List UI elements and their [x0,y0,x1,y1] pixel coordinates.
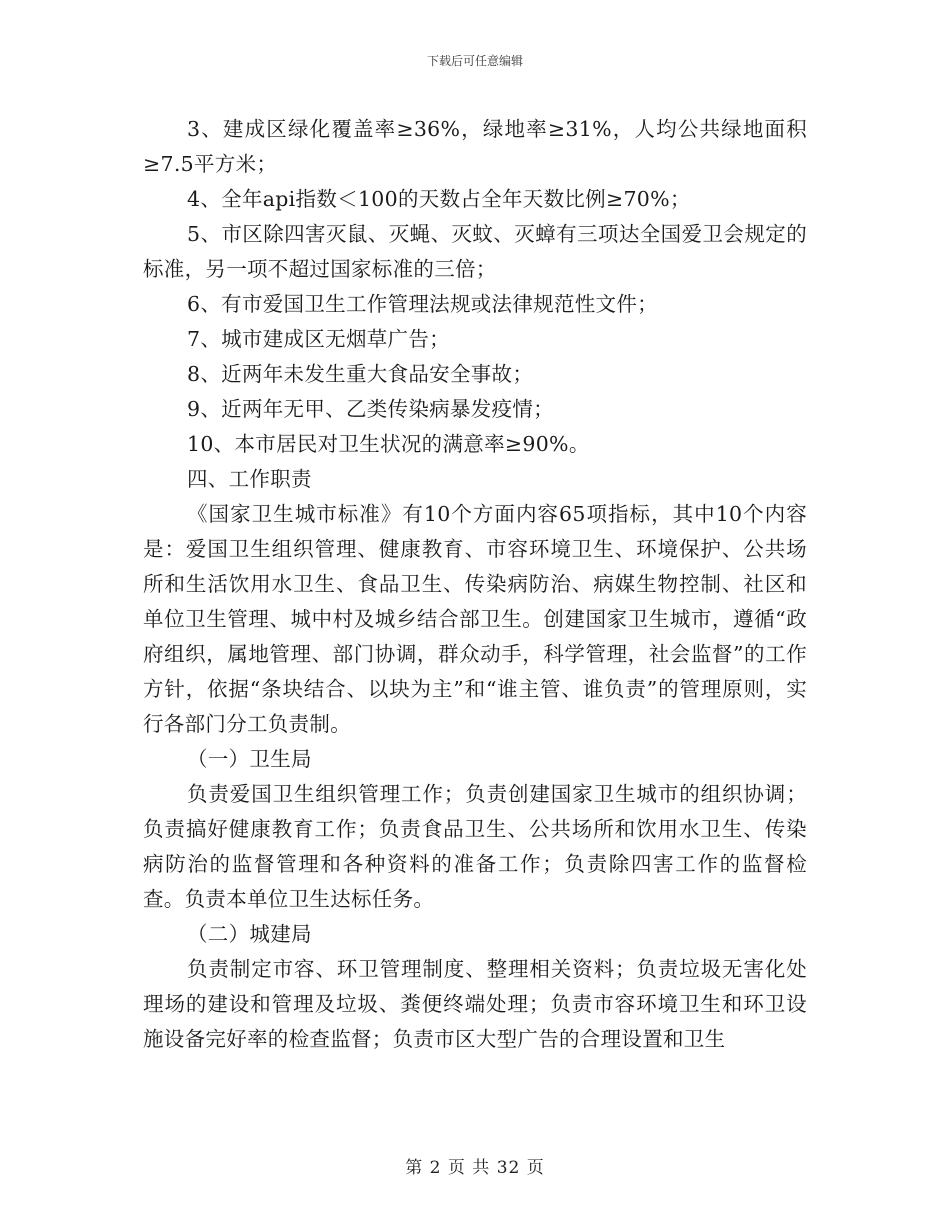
paragraph-item-4: 4、全年api指数＜100的天数占全年天数比例≥70%； [187,187,691,211]
paragraph-item-5: 5、市区除四害灭鼠、灭蝇、灭蚊、灭蟑有三项达全国爱卫会规定的标准，另一项不超过国家标准的三倍； [143,222,807,281]
paragraph-item-9: 9、近两年无甲、乙类传染病暴发疫情； [187,397,554,421]
subsection-heading-health-bureau: （一）卫生局 [187,747,312,771]
paragraph-construction-bureau-duties: 负责制定市容、环卫管理制度、整理相关资料；负责垃圾无害化处理场的建设和管理及垃圾、粪便终端处理；负责市容环境卫生和环卫设施设备完好率的检查监督；负责市区大型广告的合理设置和卫生 [143,957,807,1051]
paragraph-item-10: 10、本市居民对卫生状况的满意率≥90%。 [187,432,590,456]
paragraph-standards-intro: 《国家卫生城市标准》有10个方面内容65项指标，其中10个内容是：爱国卫生组织管理、健康教育、市容环境卫生、环境保护、公共场所和生活饮用水卫生、食品卫生、传染病防治、病媒生物控制、社区和单位卫生管理、城中村及城乡结合部卫生。创建国家卫生城市，遵循“政府组织，属地管理、部门协调，群众动手，科学管理，社会监督”的工作方针，依据“条块结合、以块为主”和“谁主管、谁负责”的管理原则，实行各部门分工负责制。 [143,502,807,736]
page-header-note: 下载后可任意编辑 [426,54,523,68]
subsection-heading-construction-bureau: （二）城建局 [187,922,312,946]
paragraph-item-7: 7、城市建成区无烟草广告； [187,327,450,351]
page-number-footer: 第 2 页 共 32 页 [405,1158,545,1178]
section-heading-duties: 四、工作职责 [187,467,312,491]
paragraph-item-6: 6、有市爱国卫生工作管理法规或法律规范性文件； [187,292,658,316]
paragraph-health-bureau-duties: 负责爱国卫生组织管理工作；负责创建国家卫生城市的组织协调；负责搞好健康教育工作；负责食品卫生、公共场所和饮用水卫生、传染病防治的监督管理和各种资料的准备工作；负责除四害工作的监督检查。负责本单位卫生达标任务。 [143,782,807,911]
paragraph-item-8: 8、近两年未发生重大食品安全事故； [187,362,534,386]
document-body [143,112,807,1057]
paragraph-item-3: 3、建成区绿化覆盖率≥36%，绿地率≥31%，人均公共绿地面积≥7.5平方米； [143,117,807,176]
